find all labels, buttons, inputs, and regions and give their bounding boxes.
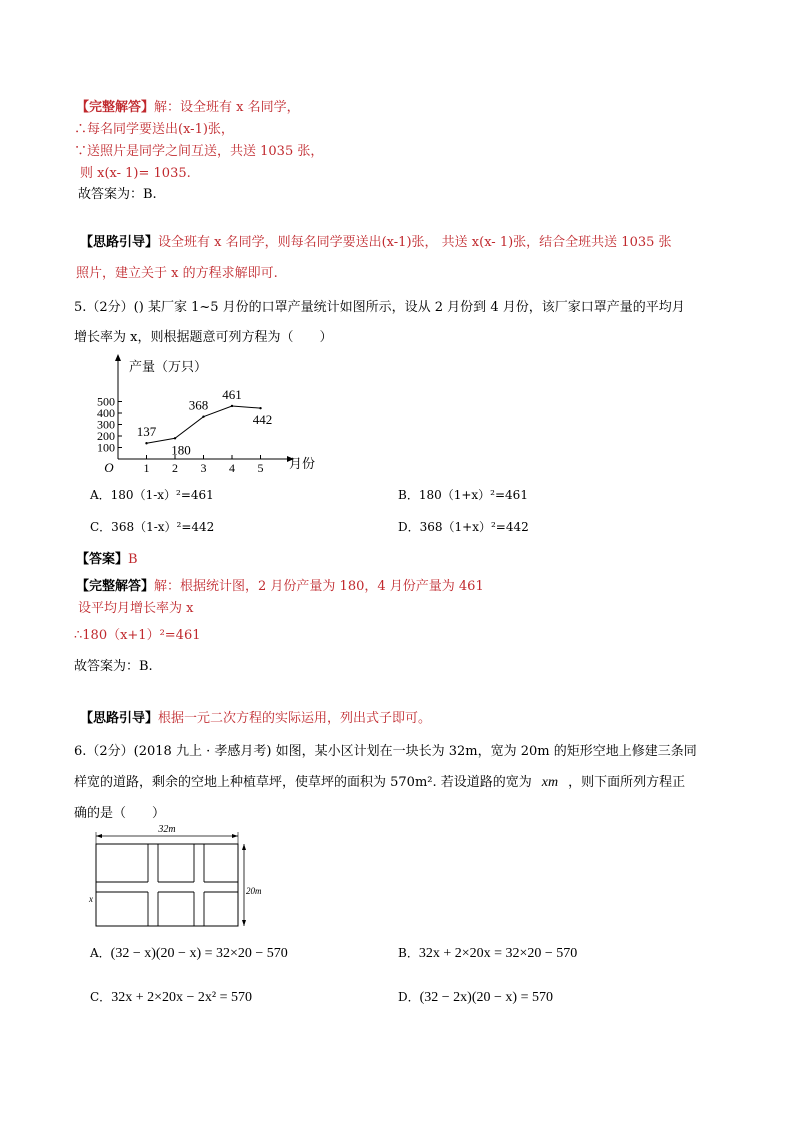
q6-option-a-text: (32 − x)(20 − x) = 32×20 − 570 bbox=[110, 946, 288, 961]
production-line-chart bbox=[90, 352, 320, 477]
q5-answer bbox=[76, 548, 138, 567]
y-axis-label: 产量（万只） bbox=[128, 359, 208, 374]
height-arrow-top bbox=[242, 844, 246, 850]
data-label: 461 bbox=[222, 386, 242, 402]
q5-option-b: B．180（1+x）²=461 bbox=[398, 488, 528, 502]
q6-option-b-prefix: B． bbox=[398, 946, 419, 960]
origin-label: O bbox=[104, 460, 114, 475]
y-tick-label: 400 bbox=[97, 406, 115, 420]
x-tick-label: 2 bbox=[172, 461, 178, 475]
q6-option-d-text: (32 − 2x)(20 − x) = 570 bbox=[419, 990, 553, 1005]
q5-solution-line1 bbox=[76, 575, 484, 594]
y-tick-label: 300 bbox=[97, 417, 115, 432]
y-tick-label: 100 bbox=[97, 440, 115, 455]
width-arrow-left bbox=[96, 834, 102, 838]
prev-answer-line3: ∵送照片是同学之间互送，共送 1035 张， bbox=[74, 144, 324, 159]
x-tick-label: 4 bbox=[229, 461, 235, 475]
road-layout-figure bbox=[86, 822, 266, 930]
q5-answer-tag: 【答案】 bbox=[76, 552, 129, 567]
q5-solution-text: 解：根据统计图，2 月份产量为 180，4 月份产量为 461 bbox=[154, 579, 484, 594]
prev-hint-line1 bbox=[80, 231, 672, 250]
data-label: 442 bbox=[252, 412, 273, 428]
q5-hint-tag: 【思路引导】 bbox=[80, 711, 159, 726]
data-point bbox=[174, 437, 176, 439]
prev-answer-tag: 【完整解答】 bbox=[76, 100, 155, 115]
q5-option-c: C．368（1-x）²=442 bbox=[90, 520, 215, 534]
q5-solution-line3: ∴180（x+1）²=461 bbox=[74, 628, 201, 643]
q6-stem-line2-b: ，则下面所列方程正 bbox=[568, 775, 686, 790]
q6-option-c-prefix: C． bbox=[90, 990, 112, 1004]
q6-option-d bbox=[398, 986, 553, 1006]
q6-stem-line1: 6.（2分）(2018 九上 · 孝感月考) 如图，某小区计划在一块长为 32m，宽为 20m 的矩形空地上修建三条同 bbox=[74, 744, 697, 759]
width-arrow-right bbox=[232, 834, 238, 838]
prev-answer-line4: 则 x(x- 1)= 1035. bbox=[80, 166, 191, 181]
prev-hint-line2: 照片，建立关于 x 的方程求解即可. bbox=[76, 266, 278, 281]
q5-hint-text: 根据一元二次方程的实际运用，列出式子即可。 bbox=[158, 711, 432, 726]
prev-answer-line1 bbox=[76, 96, 300, 115]
q6-option-a bbox=[90, 942, 288, 962]
q6-stem-line3: 确的是（ ） bbox=[74, 806, 166, 821]
x-axis-label: 月份 bbox=[289, 456, 316, 471]
q6-option-d-prefix: D． bbox=[398, 990, 420, 1004]
q6-option-a-prefix: A． bbox=[90, 946, 111, 960]
q5-stem-line2: 增长率为 x，则根据题意可列方程为（ ） bbox=[74, 330, 333, 345]
field-rectangle bbox=[96, 844, 238, 926]
height-label: 20m bbox=[246, 886, 262, 896]
data-point bbox=[202, 415, 204, 417]
q5-hint bbox=[80, 707, 431, 726]
q6-stem-line2 bbox=[74, 771, 685, 791]
q6-option-b bbox=[398, 942, 577, 962]
prev-hint-tag: 【思路引导】 bbox=[80, 235, 159, 250]
q6-option-c-text: 32x + 2×20x − 2x² = 570 bbox=[111, 990, 252, 1005]
q5-solution-line4: 故答案为：B. bbox=[74, 659, 153, 674]
q5-stem-line1: 5.（2分）() 某厂家 1~5 月份的口罩产量统计如图所示，设从 2 月份到 4 月份，该厂家口罩产量的平均月 bbox=[74, 300, 685, 315]
q5-answer-value: B bbox=[128, 552, 138, 567]
q6-variable: xm bbox=[541, 775, 559, 790]
y-axis-arrow bbox=[115, 354, 121, 361]
width-label: 32m bbox=[158, 824, 176, 835]
q5-option-d: D．368（1+x）²=442 bbox=[398, 520, 529, 534]
q6-option-c bbox=[90, 986, 252, 1006]
data-point bbox=[259, 407, 261, 409]
y-tick-label: 500 bbox=[97, 394, 115, 409]
height-arrow-bottom bbox=[242, 920, 246, 926]
road-width-label: x bbox=[89, 894, 93, 904]
x-tick-label: 5 bbox=[257, 461, 264, 475]
q5-solution-tag: 【完整解答】 bbox=[76, 579, 155, 594]
data-label: 180 bbox=[171, 442, 191, 458]
q6-option-b-text: 32x + 2×20x = 32×20 − 570 bbox=[418, 946, 578, 961]
y-tick-label: 200 bbox=[97, 429, 115, 443]
prev-answer-line5: 故答案为：B. bbox=[78, 187, 157, 202]
prev-answer-text: 解：设全班有 x 名同学， bbox=[154, 100, 300, 115]
q5-solution-line2: 设平均月增长率为 x bbox=[78, 601, 194, 616]
q6-stem-line2-a: 样宽的道路，剩余的空地上种植草坪，使草坪的面积为 570m². 若设道路的宽为 bbox=[74, 775, 532, 790]
q5-option-a: A．180（1-x）²=461 bbox=[90, 488, 214, 502]
prev-answer-line2: ∴每名同学要送出(x-1)张， bbox=[74, 122, 234, 137]
x-tick-label: 3 bbox=[200, 461, 207, 475]
x-tick-label: 1 bbox=[143, 461, 150, 475]
data-point bbox=[231, 405, 233, 407]
data-point bbox=[145, 442, 147, 444]
data-label: 137 bbox=[136, 424, 157, 440]
prev-hint-text: 设全班有 x 名同学，则每名同学要送出(x-1)张， 共送 x(x- 1)张，结合全班共送 1035 张 bbox=[158, 235, 672, 250]
data-label: 368 bbox=[188, 397, 209, 413]
